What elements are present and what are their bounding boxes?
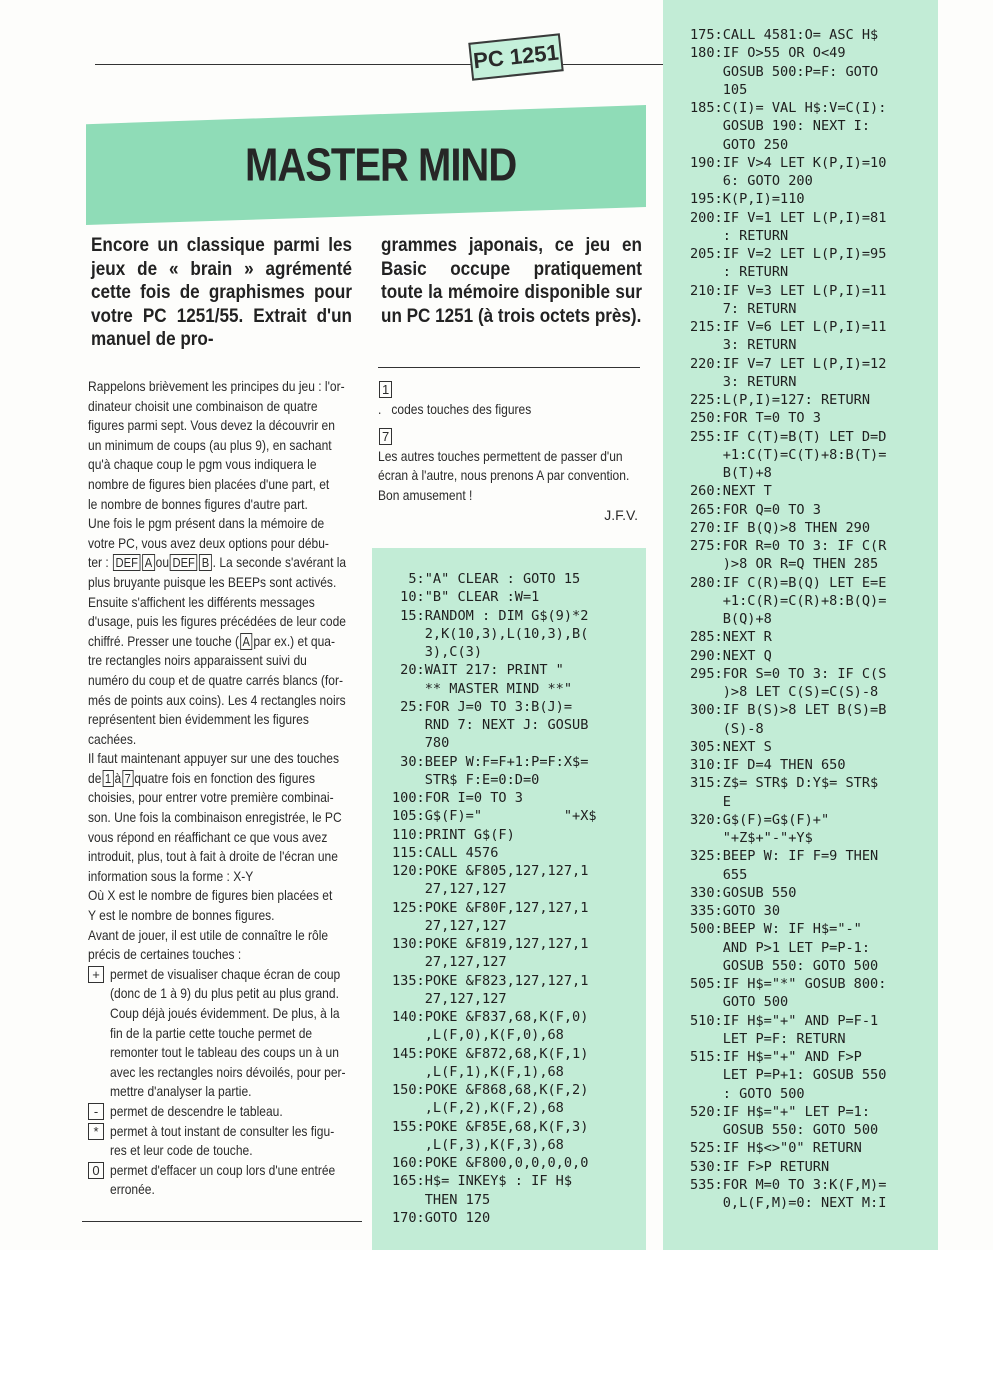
text-line: remonter tout le tableau des coups un à un [110, 1044, 339, 1061]
paragraph-options [88, 514, 360, 749]
text-line: le nombre de bonnes figures d'autre part. [88, 495, 308, 512]
section-tag [468, 33, 563, 80]
text-line: permet à tout instant de consulter les figu- [110, 1122, 335, 1139]
key-def: DEF [170, 554, 198, 571]
text-line: dinateur choisit une combinaison de quatre [88, 397, 318, 414]
footer-rule [82, 1221, 362, 1222]
text-line: de 1 à 7 quatre fois en fonction des figures [88, 769, 316, 786]
signature: J.F.V. [604, 506, 638, 523]
text-line: Y est le nombre de bonnes figures. [88, 907, 275, 924]
text-line: introduit, plus, tout à fait à droite de l'écran une [88, 848, 338, 865]
key-item [88, 1161, 360, 1200]
text-line: écran à l'autre, nous prenons A par convention. [378, 467, 630, 484]
notes [378, 380, 640, 533]
text-line: tre rectangles noirs apparaissent suivi du [88, 652, 307, 669]
text-line: Il faut maintenant appuyer sur une des touches [88, 750, 339, 767]
text-line: més de points aux coins). Les 4 rectangles noirs [88, 691, 346, 708]
text-line: Avant de jouer, il est utile de connaître le rôle [88, 926, 329, 943]
key-7: 7 [379, 428, 392, 445]
paragraph-rules [88, 377, 360, 514]
text-line: nombre de figures bien placées d'une part, et [88, 475, 330, 492]
text-line: Rappelons brièvement les principes du jeu : l'or- [88, 378, 345, 394]
key-item [88, 1102, 360, 1122]
key-cap: - [88, 1103, 104, 1120]
paragraph-keys-intro [88, 926, 360, 965]
key-1: 1 [102, 770, 113, 787]
text-line: votre PC, vous avez deux options pour débu- [88, 534, 329, 551]
text-line: information sous la forme : X-Y [88, 867, 254, 884]
key-1: 1 [379, 381, 392, 398]
paragraph-xy [88, 886, 360, 925]
key-item [88, 1122, 360, 1161]
key-cap: + [88, 966, 104, 983]
text-line: (donc de 1 à 9) du plus petit au plus grand. [110, 985, 339, 1002]
intro-rule [378, 367, 640, 368]
text-line: erronée. [110, 1181, 155, 1198]
text-line: un minimum de coups (au plus 9), en sachant [88, 436, 332, 453]
text-line: permet de descendre le tableau. [110, 1102, 283, 1119]
key-def: DEF [113, 554, 141, 571]
text-line: Où X est le nombre de figures bien placées et [88, 887, 333, 904]
text-line: Bon amusement ! [378, 486, 473, 503]
key-cap: 0 [88, 1162, 104, 1179]
text-line: Coup déjà joués évidemment. De plus, à la [110, 1005, 340, 1021]
text-line: précis de certaines touches : [88, 946, 242, 963]
key-cap: * [88, 1123, 104, 1140]
text-line: . codes touches des figures [378, 400, 532, 417]
text-line: avec les rectangles noirs dévoilés, pour per- [110, 1063, 346, 1080]
text-line: res et leur code de touche. [110, 1142, 253, 1159]
key-a: A [142, 554, 155, 571]
text-line: figures parmi sept. Vous devez la découvrir en [88, 417, 335, 434]
intro-text-col2: grammes japonais, ce jeu en Basic occupe pratiquement toute la mémoire disponible sur un PC 1251 (à trois octets près). [381, 235, 642, 327]
text-line: permet de visualiser chaque écran de coup [110, 965, 341, 982]
intro-text-col1: Encore un classique parmi les jeux de « brain » agrémenté cette fois de graphismes pour votre PC 1251/55. Extrait d'un manuel de pro- [91, 235, 352, 350]
note-other-keys [378, 427, 640, 525]
note-figure-codes [378, 380, 640, 419]
text-line: représentent bien évidemment les figures [88, 711, 309, 728]
text-line: qu'à chaque coup le pgm vous indiquera le [88, 456, 317, 473]
text-line: Ensuite s'affichent les différents messages [88, 593, 315, 610]
paragraph-keys-entry [88, 749, 360, 886]
text-line: fin de la partie cette touche permet de [110, 1024, 313, 1041]
article-body [88, 377, 360, 1200]
text-line: cachées. [88, 730, 137, 747]
key-7: 7 [122, 770, 133, 787]
key-a: A [240, 633, 253, 650]
header-rule [95, 64, 663, 65]
section-tag-label: PC 1251 [472, 39, 560, 74]
text-line: plus bruyante puisque les BEEPs sont activés. [88, 573, 337, 590]
text-line: ter : DEF A ou DEF B . La seconde s'avérant la [88, 554, 347, 571]
key-b: B [199, 554, 212, 571]
blank-margin [0, 1250, 993, 1375]
text-line: mettre d'analyser la partie. [110, 1083, 252, 1100]
basic-listing-part1: 5:"A" CLEAR : GOTO 15 10:"B" CLEAR :W=1 15:RANDOM : DIM G$(9)*2 2,K(10,3),L(10,3),B( 3),C(3) 20:WAIT 217: PRINT " ** MASTER MIND **" 25:FOR J=0 TO 3:B(J)= RND 7: NEXT J: GOSUB 780 30:BEEP W:F=F+1:P=F:X$= STR$ F:E=0:D=0 100:FOR I=0 TO 3 105:G$(F)=" "+X$ 110:PRINT G$(F) 115:CALL 4576 120:POKE &F805,127,127,1 27,127,127 125:POKE &F80F,127,127,1 27,127,127 130:POKE &F819,127,127,1 27,127,127 135:POKE &F823,127,127,1 27,127,127 140:POKE &F837,68,K(F,0) ,L(F,0),K(F,0),68 145:POKE &F872,68,K(F,1) ,L(F,1),K(F,1),68 150:POKE &F868,68,K(F,2) ,L(F,2),K(F,2),68 155:POKE &F85E,68,K(F,3) ,L(F,3),K(F,3),68 160:POKE &F800,0,0,0,0,0 165:H$= INKEY$ : IF H$ THEN 175 170:GOTO 120 [392, 571, 597, 1226]
text-line: Une fois le pgm présent dans la mémoire de [88, 515, 325, 532]
basic-listing-part2: 175:CALL 4581:O= ASC H$ 180:IF O>55 OR O<49 GOSUB 500:P=F: GOTO 105 185:C(I)= VAL H$:V=C(I): GOSUB 190: NEXT I: GOTO 250 190:IF V>4 LET K(P,I)=10 6: GOTO 200 195:K(P,I)=110 200:IF V=1 LET L(P,I)=81 : RETURN 205:IF V=2 LET L(P,I)=95 : RETURN 210:IF V=3 LET L(P,I)=11 7: RETURN 215:IF V=6 LET L(P,I)=11 3: RETURN 220:IF V=7 LET L(P,I)=12 3: RETURN 225:L(P,I)=127: RETURN 250:FOR T=0 TO 3 255:IF C(T)=B(T) LET D=D +1:C(T)=C(T)+8:B(T)= B(T)+8 260:NEXT T 265:FOR Q=0 TO 3 270:IF B(Q)>8 THEN 290 275:FOR R=0 TO 3: IF C(R )>8 OR R=Q THEN 285 280:IF C(R)=B(Q) LET E=E +1:C(R)=C(R)+8:B(Q)= B(Q)+8 285:NEXT R 290:NEXT Q 295:FOR S=0 TO 3: IF C(S )>8 LET C(S)=C(S)-8 300:IF B(S)>8 LET B(S)=B (S)-8 305:NEXT S 310:IF D=4 THEN 650 315:Z$= STR$ D:Y$= STR$ E 320:G$(F)=G$(F)+" "+Z$+"-"+Y$ 325:BEEP W: IF F=9 THEN 655 330:GOSUB 550 335:GOTO 30 500:BEEP W: IF H$="-" AND P>1 LET P=P-1: GOSUB 550: GOTO 500 505:IF H$="*" GOSUB 800: GOTO 500 510:IF H$="+" AND P=F-1 LET P=F: RETURN 515:IF H$="+" AND F>P LET P=P+1: GOSUB 550 : GOTO 500 520:IF H$="+" LET P=1: GOSUB 550: GOTO 500 525:IF H$<>"0" RETURN 530:IF F>P RETURN 535:FOR M=0 TO 3:K(F,M)= 0,L(F,M)=0: NEXT M:I [690, 27, 887, 1211]
text-line: chiffré. Presser une touche ( A par ex.) et qua- [88, 632, 336, 649]
text-line: son. Une fois la combinaison enregistrée, le PC [88, 809, 342, 826]
key-list [88, 965, 360, 1200]
text-line: permet d'effacer un coup lors d'une entrée [110, 1161, 336, 1178]
text-line: vous répond en réaffichant ce que vous avez [88, 828, 328, 845]
text-line: numéro du coup et de quatre carrés blancs (for- [88, 671, 343, 688]
text-line: choisies, pour entrer votre première combinai- [88, 789, 334, 806]
article-title: MASTER MIND [245, 140, 517, 191]
text-line: d'usage, puis les figures précédées de leur code [88, 613, 346, 630]
key-item [88, 965, 360, 1102]
text-line: Les autres touches permettent de passer d'un [378, 447, 623, 464]
